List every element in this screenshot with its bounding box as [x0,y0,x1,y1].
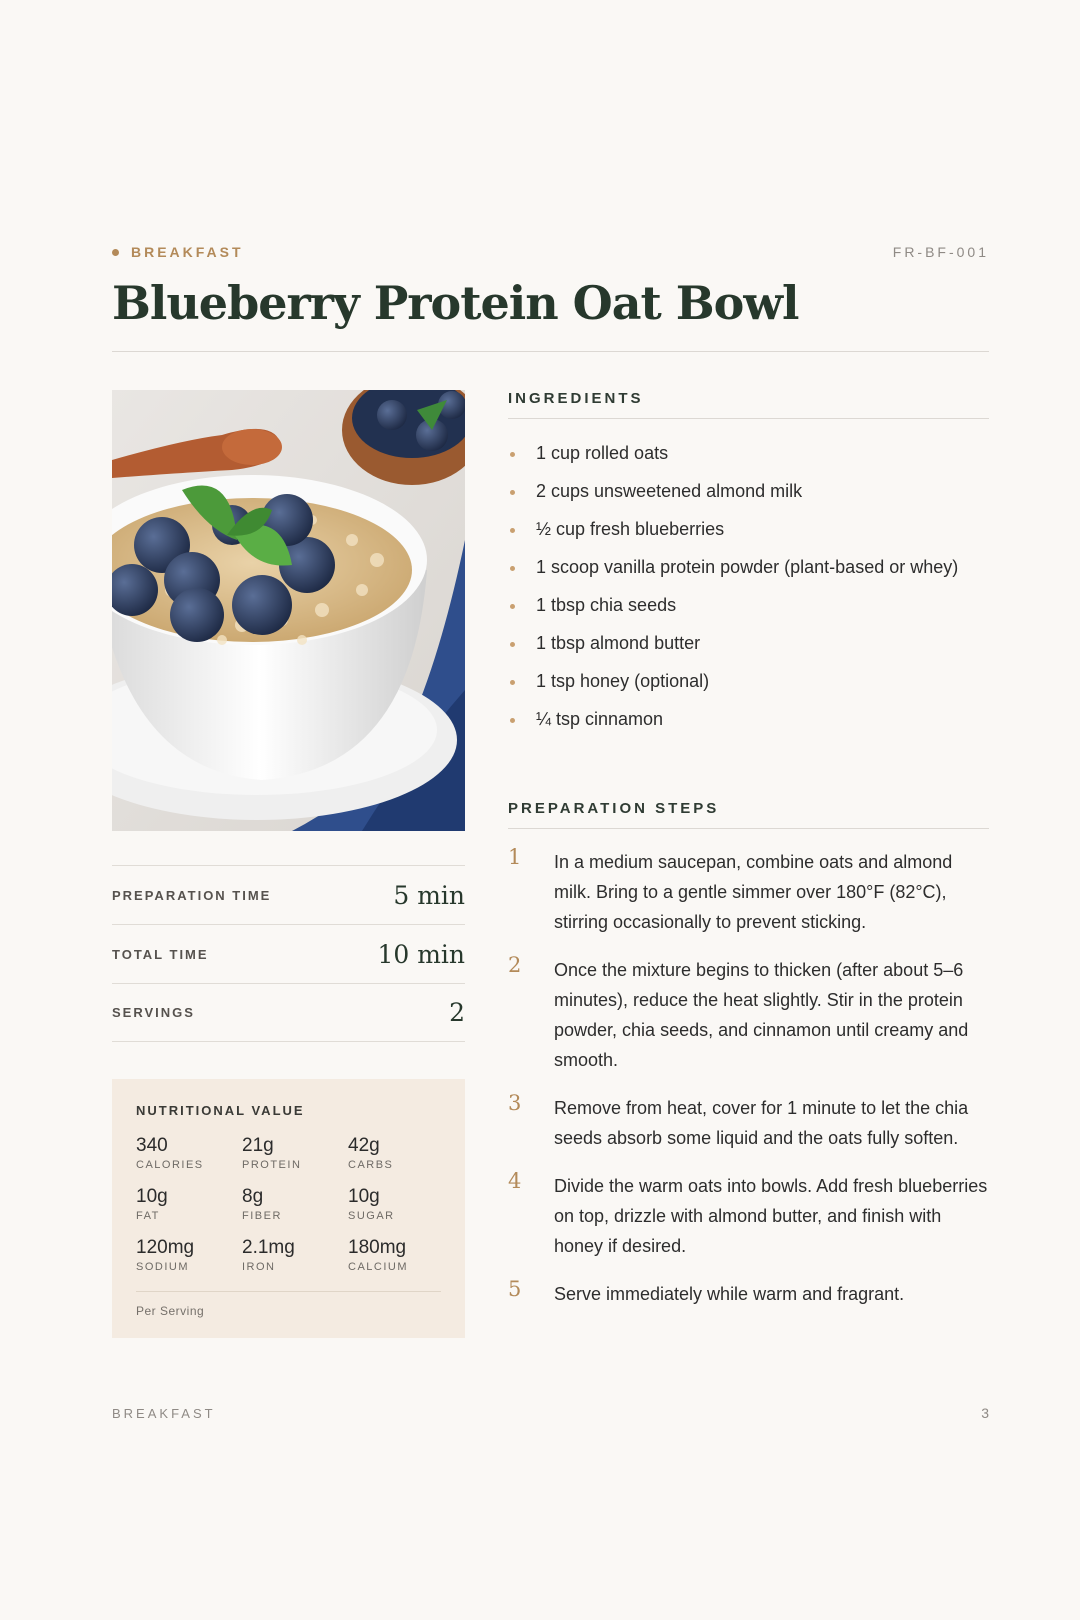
bullet-icon [510,528,515,533]
bullet-icon [510,642,515,647]
recipe-code: FR-BF-001 [892,244,989,260]
nutrition-item-carbs [348,1134,441,1175]
nutrition-label: SODIUM [136,1261,189,1273]
nutrition-item-sugar [348,1185,441,1226]
nutrition-value: 21g [242,1135,274,1156]
ingredients-list [508,440,989,744]
ingredient-text: ¼ tsp cinnamon [536,709,664,729]
nutrition-label: CARBS [348,1159,394,1171]
dot-icon [112,249,119,256]
steps-list [508,847,989,1327]
list-item [508,478,989,505]
per-serving-note: Per Serving [136,1304,205,1318]
nutrition-label: CALCIUM [348,1261,409,1273]
title-divider [112,351,989,352]
step-text: In a medium saucepan, combine oats and almond milk. Bring to a gentle simmer over 180°F (82°C), stirring occasionally to prevent sticking. [554,852,953,932]
bullet-icon [510,566,515,571]
nutrition-label: CALORIES [136,1159,204,1171]
stat-label: TOTAL TIME [112,946,209,962]
nutrition-item-sodium [136,1236,242,1277]
header-row [112,243,989,261]
nutrition-divider [136,1291,441,1292]
list-item [508,630,989,657]
ingredients-heading: INGREDIENTS [508,390,989,419]
step-text: Divide the warm oats into bowls. Add fresh blueberries on top, drizzle with almond butter, and finish with honey if desired. [554,1176,988,1256]
stat-row-servings [112,983,465,1042]
nutrition-item-calcium [348,1236,441,1277]
ingredient-text: 1 cup rolled oats [536,443,669,463]
list-item [508,668,989,695]
nutrition-item-calories [136,1134,242,1175]
step-text: Remove from heat, cover for 1 minute to let the chia seeds absorb some liquid and the oats fully soften. [554,1098,969,1148]
step-item [508,955,989,1075]
ingredient-text: ½ cup fresh blueberries [536,519,725,539]
category-tag [112,243,244,261]
nutrition-value: 120mg [136,1237,195,1258]
list-item [508,706,989,733]
nutrition-value: 340 [136,1135,168,1156]
stat-value: 2 [449,998,465,1027]
ingredient-text: 1 tbsp almond butter [536,633,701,653]
step-number: 2 [508,953,522,977]
steps-heading: PREPARATION STEPS [508,800,989,829]
nutrition-label: PROTEIN [242,1159,302,1171]
nutrition-value: 10g [348,1186,380,1207]
nutrition-value: 10g [136,1186,168,1207]
oat-bowl-photo [112,390,465,831]
nutrition-panel [112,1079,465,1338]
nutrition-item-iron [242,1236,348,1277]
step-item [508,1171,989,1261]
nutrition-grid [136,1134,441,1277]
nutrition-item-protein [242,1134,348,1175]
stat-label: PREPARATION TIME [112,887,272,903]
list-item [508,592,989,619]
step-text: Serve immediately while warm and fragrant. [554,1284,905,1304]
bullet-icon [510,490,515,495]
ingredient-text: 1 scoop vanilla protein powder (plant-based or whey) [536,557,959,577]
oat-bowl-photo-illustration [112,390,465,831]
ingredient-text: 2 cups unsweetened almond milk [536,481,803,501]
list-item [508,516,989,543]
step-text: Once the mixture begins to thicken (after about 5–6 minutes), reduce the heat slightly. Stir in the protein powder, chia seeds, and cinnamon until creamy and smooth. [554,960,969,1070]
bullet-icon [510,452,515,457]
list-item [508,554,989,581]
nutrition-label: IRON [242,1261,276,1273]
step-item [508,1279,989,1309]
step-number: 1 [508,845,522,869]
stat-row-total-time [112,924,465,983]
bullet-icon [510,680,515,685]
step-number: 4 [508,1169,522,1193]
nutrition-value: 180mg [348,1237,407,1258]
step-item [508,1093,989,1153]
category-label: BREAKFAST [131,244,244,260]
nutrition-item-fat [136,1185,242,1226]
stat-row-preparation-time [112,865,465,924]
recipe-page [112,0,989,1620]
nutrition-value: 42g [348,1135,380,1156]
ingredient-text: 1 tsp honey (optional) [536,671,710,691]
step-item [508,847,989,937]
ingredient-text: 1 tbsp chia seeds [536,595,677,615]
bullet-icon [510,718,515,723]
nutrition-value: 8g [242,1186,264,1207]
nutrition-item-fiber [242,1185,348,1226]
footer-section: BREAKFAST [112,1406,216,1421]
stat-value: 10 min [377,939,465,969]
list-item [508,440,989,467]
nutrition-label: SUGAR [348,1210,395,1222]
nutrition-label: FIBER [242,1210,282,1222]
nutrition-title: NUTRITIONAL VALUE [136,1103,305,1118]
nutrition-label: FAT [136,1210,160,1222]
page-number: 3 [981,1405,989,1421]
nutrition-value: 2.1mg [242,1237,295,1258]
stat-label: SERVINGS [112,1005,195,1020]
step-number: 5 [508,1277,522,1301]
step-number: 3 [508,1091,522,1115]
bullet-icon [510,604,515,609]
recipe-stats [112,865,465,1042]
page-title: Blueberry Protein Oat Bowl [112,276,799,330]
stat-value: 5 min [393,880,465,910]
